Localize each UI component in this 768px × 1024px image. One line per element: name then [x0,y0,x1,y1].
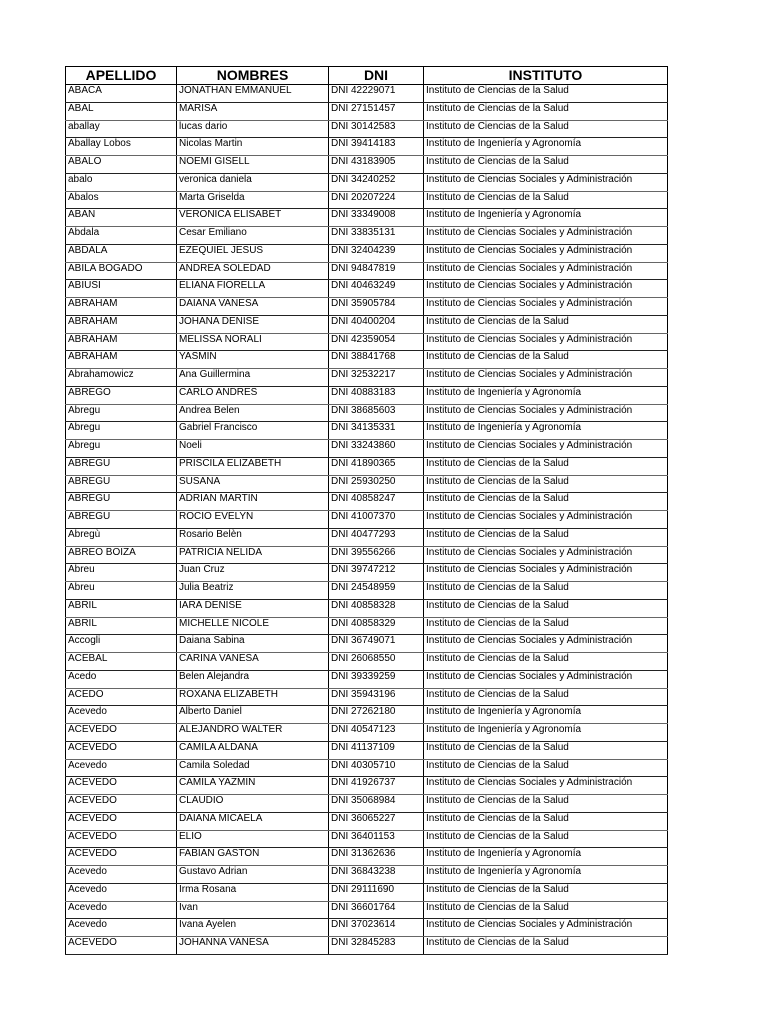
cell-apellido: ABREGU [66,475,177,493]
cell-nombres: Rosario Belèn [177,528,329,546]
cell-nombres: ANDREA SOLEDAD [177,262,329,280]
cell-apellido: ACEDO [66,688,177,706]
table-row [66,102,668,120]
cell-apellido: ABDALA [66,244,177,262]
cell-dni: DNI 40305710 [329,759,424,777]
cell-apellido: ACEVEDO [66,777,177,795]
cell-dni: DNI 40858247 [329,493,424,511]
cell-instituto: Instituto de Ciencias de la Salud [424,599,668,617]
cell-apellido: ACEBAL [66,653,177,671]
cell-nombres: Marta Griselda [177,191,329,209]
cell-dni: DNI 41007370 [329,511,424,529]
cell-dni: DNI 40547123 [329,724,424,742]
table-row [66,848,668,866]
header-apellido: APELLIDO [66,67,177,85]
table-row [66,404,668,422]
table-row [66,777,668,795]
table-row [66,191,668,209]
cell-apellido: ABAN [66,209,177,227]
cell-dni: DNI 35068984 [329,795,424,813]
cell-apellido: Abregu [66,440,177,458]
cell-dni: DNI 40477293 [329,528,424,546]
cell-apellido: ACEVEDO [66,830,177,848]
cell-apellido: Acevedo [66,706,177,724]
cell-instituto: Instituto de Ciencias de la Salud [424,937,668,955]
cell-dni: DNI 38685603 [329,404,424,422]
cell-nombres: PRISCILA ELIZABETH [177,457,329,475]
cell-apellido: ABREO BOIZA [66,546,177,564]
table-row [66,173,668,191]
table-row [66,830,668,848]
cell-apellido: ABILA BOGADO [66,262,177,280]
table-row [66,440,668,458]
cell-instituto: Instituto de Ingeniería y Agronomía [424,386,668,404]
cell-nombres: Irma Rosana [177,883,329,901]
table-row [66,901,668,919]
cell-nombres: Camila Soledad [177,759,329,777]
cell-instituto: Instituto de Ciencias Sociales y Administración [424,244,668,262]
cell-instituto: Instituto de Ciencias de la Salud [424,85,668,103]
cell-dni: DNI 42229071 [329,85,424,103]
table-row [66,457,668,475]
table-row [66,564,668,582]
cell-instituto: Instituto de Ciencias de la Salud [424,156,668,174]
cell-nombres: DAIANA VANESA [177,298,329,316]
table-row [66,351,668,369]
cell-dni: DNI 39556266 [329,546,424,564]
cell-instituto: Instituto de Ciencias Sociales y Administración [424,173,668,191]
cell-nombres: Nicolas Martin [177,138,329,156]
table-row [66,919,668,937]
cell-dni: DNI 39339259 [329,670,424,688]
cell-instituto: Instituto de Ciencias Sociales y Administración [424,404,668,422]
cell-nombres: MICHELLE NICOLE [177,617,329,635]
table-row [66,812,668,830]
table-row [66,298,668,316]
table-row [66,85,668,103]
cell-apellido: ABRAHAM [66,315,177,333]
cell-apellido: ABACA [66,85,177,103]
cell-nombres: JONATHAN EMMANUEL [177,85,329,103]
cell-apellido: ABREGU [66,457,177,475]
cell-nombres: JOHANNA VANESA [177,937,329,955]
table-row [66,511,668,529]
cell-dni: DNI 27151457 [329,102,424,120]
table-row [66,475,668,493]
cell-nombres: ROXANA ELIZABETH [177,688,329,706]
cell-instituto: Instituto de Ciencias Sociales y Administración [424,777,668,795]
cell-nombres: Gustavo Adrian [177,866,329,884]
cell-dni: DNI 40858328 [329,599,424,617]
table-row [66,546,668,564]
cell-apellido: ACEVEDO [66,724,177,742]
table-row [66,759,668,777]
cell-dni: DNI 35943196 [329,688,424,706]
student-table [65,66,668,955]
cell-instituto: Instituto de Ingeniería y Agronomía [424,706,668,724]
cell-instituto: Instituto de Ciencias de la Salud [424,901,668,919]
cell-instituto: Instituto de Ciencias de la Salud [424,830,668,848]
cell-dni: DNI 41926737 [329,777,424,795]
cell-instituto: Instituto de Ciencias de la Salud [424,759,668,777]
cell-dni: DNI 25930250 [329,475,424,493]
table-row [66,617,668,635]
cell-dni: DNI 36065227 [329,812,424,830]
cell-apellido: ACEVEDO [66,937,177,955]
cell-instituto: Instituto de Ciencias de la Salud [424,582,668,600]
cell-nombres: ELIO [177,830,329,848]
cell-dni: DNI 41890365 [329,457,424,475]
cell-apellido: ABRIL [66,599,177,617]
table-row [66,262,668,280]
cell-dni: DNI 39414183 [329,138,424,156]
cell-instituto: Instituto de Ciencias de la Salud [424,102,668,120]
table-row [66,156,668,174]
cell-dni: DNI 24548959 [329,582,424,600]
cell-instituto: Instituto de Ciencias Sociales y Administración [424,369,668,387]
table-row [66,138,668,156]
cell-dni: DNI 43183905 [329,156,424,174]
cell-dni: DNI 33835131 [329,227,424,245]
table-row [66,120,668,138]
cell-dni: DNI 26068550 [329,653,424,671]
cell-instituto: Instituto de Ciencias de la Salud [424,812,668,830]
cell-apellido: Acedo [66,670,177,688]
cell-instituto: Instituto de Ciencias de la Salud [424,528,668,546]
cell-nombres: MARISA [177,102,329,120]
cell-apellido: ABREGU [66,493,177,511]
cell-nombres: VERONICA ELISABET [177,209,329,227]
cell-nombres: ROCIO EVELYN [177,511,329,529]
cell-apellido: Abreu [66,564,177,582]
cell-dni: DNI 38841768 [329,351,424,369]
cell-dni: DNI 36749071 [329,635,424,653]
cell-nombres: EZEQUIEL JESUS [177,244,329,262]
cell-dni: DNI 20207224 [329,191,424,209]
cell-instituto: Instituto de Ciencias de la Salud [424,493,668,511]
table-row [66,866,668,884]
cell-instituto: Instituto de Ciencias de la Salud [424,883,668,901]
cell-instituto: Instituto de Ciencias de la Salud [424,120,668,138]
cell-apellido: Acevedo [66,883,177,901]
cell-instituto: Instituto de Ingeniería y Agronomía [424,866,668,884]
cell-apellido: Abdala [66,227,177,245]
cell-nombres: Ivan [177,901,329,919]
cell-apellido: ABRAHAM [66,298,177,316]
cell-dni: DNI 31362636 [329,848,424,866]
cell-dni: DNI 40400204 [329,315,424,333]
cell-apellido: Abregù [66,528,177,546]
cell-apellido: ACEVEDO [66,848,177,866]
cell-nombres: IARA DENISE [177,599,329,617]
cell-apellido: Abalos [66,191,177,209]
cell-nombres: ALEJANDRO WALTER [177,724,329,742]
cell-apellido: Accogli [66,635,177,653]
cell-nombres: PATRICIA NELIDA [177,546,329,564]
cell-dni: DNI 33349008 [329,209,424,227]
cell-apellido: ACEVEDO [66,741,177,759]
cell-dni: DNI 41137109 [329,741,424,759]
cell-nombres: MELISSA NORALI [177,333,329,351]
header-dni: DNI [329,67,424,85]
cell-nombres: CARLO ANDRES [177,386,329,404]
table-row [66,883,668,901]
table-row [66,227,668,245]
table-row [66,741,668,759]
table-row [66,244,668,262]
cell-nombres: Alberto Daniel [177,706,329,724]
cell-dni: DNI 40883183 [329,386,424,404]
cell-instituto: Instituto de Ciencias de la Salud [424,457,668,475]
cell-apellido: Acevedo [66,901,177,919]
cell-instituto: Instituto de Ciencias Sociales y Administración [424,919,668,937]
cell-instituto: Instituto de Ciencias de la Salud [424,795,668,813]
cell-nombres: Ivana Ayelen [177,919,329,937]
cell-apellido: Acevedo [66,759,177,777]
table-row [66,795,668,813]
cell-apellido: ABRAHAM [66,333,177,351]
cell-apellido: Acevedo [66,919,177,937]
cell-instituto: Instituto de Ciencias Sociales y Administración [424,262,668,280]
cell-nombres: veronica daniela [177,173,329,191]
cell-nombres: NOEMI GISELL [177,156,329,174]
cell-apellido: ABRAHAM [66,351,177,369]
cell-instituto: Instituto de Ciencias de la Salud [424,475,668,493]
header-instituto: INSTITUTO [424,67,668,85]
table-row [66,369,668,387]
cell-dni: DNI 42359054 [329,333,424,351]
cell-nombres: CARINA VANESA [177,653,329,671]
cell-dni: DNI 29111690 [329,883,424,901]
header-nombres: NOMBRES [177,67,329,85]
cell-apellido: ABREGU [66,511,177,529]
cell-nombres: SUSANA [177,475,329,493]
cell-apellido: ABALO [66,156,177,174]
table-row [66,528,668,546]
table-row [66,493,668,511]
cell-apellido: Aballay Lobos [66,138,177,156]
table-row [66,422,668,440]
table-row [66,582,668,600]
cell-nombres: Noeli [177,440,329,458]
header-row [66,67,668,85]
cell-nombres: Julia Beatriz [177,582,329,600]
cell-apellido: ABAL [66,102,177,120]
cell-instituto: Instituto de Ciencias de la Salud [424,351,668,369]
cell-instituto: Instituto de Ciencias Sociales y Administración [424,635,668,653]
cell-dni: DNI 30142583 [329,120,424,138]
cell-apellido: Acevedo [66,866,177,884]
cell-apellido: ACEVEDO [66,795,177,813]
cell-instituto: Instituto de Ciencias de la Salud [424,653,668,671]
cell-instituto: Instituto de Ingeniería y Agronomía [424,422,668,440]
table-row [66,599,668,617]
cell-nombres: Andrea Belen [177,404,329,422]
cell-dni: DNI 35905784 [329,298,424,316]
cell-nombres: Ana Guillermina [177,369,329,387]
cell-nombres: lucas dario [177,120,329,138]
cell-instituto: Instituto de Ciencias de la Salud [424,191,668,209]
cell-instituto: Instituto de Ingeniería y Agronomía [424,138,668,156]
cell-instituto: Instituto de Ingeniería y Agronomía [424,724,668,742]
cell-dni: DNI 27262180 [329,706,424,724]
table-row [66,688,668,706]
cell-nombres: CLAUDIO [177,795,329,813]
cell-instituto: Instituto de Ciencias Sociales y Administración [424,670,668,688]
cell-nombres: Belen Alejandra [177,670,329,688]
table-row [66,280,668,298]
cell-nombres: CAMILA ALDANA [177,741,329,759]
cell-apellido: aballay [66,120,177,138]
cell-instituto: Instituto de Ciencias Sociales y Administración [424,546,668,564]
cell-instituto: Instituto de Ciencias de la Salud [424,688,668,706]
table-row [66,333,668,351]
table-row [66,724,668,742]
cell-instituto: Instituto de Ciencias Sociales y Administración [424,280,668,298]
cell-instituto: Instituto de Ciencias Sociales y Administración [424,440,668,458]
cell-dni: DNI 94847819 [329,262,424,280]
cell-nombres: YASMIN [177,351,329,369]
cell-dni: DNI 32532217 [329,369,424,387]
table-row [66,670,668,688]
cell-instituto: Instituto de Ciencias de la Salud [424,617,668,635]
cell-instituto: Instituto de Ingeniería y Agronomía [424,848,668,866]
cell-dni: DNI 37023614 [329,919,424,937]
cell-instituto: Instituto de Ciencias Sociales y Administración [424,511,668,529]
cell-apellido: abalo [66,173,177,191]
cell-dni: DNI 32404239 [329,244,424,262]
cell-nombres: ELIANA FIORELLA [177,280,329,298]
table-row [66,653,668,671]
cell-nombres: Gabriel Francisco [177,422,329,440]
cell-nombres: FABIAN GASTON [177,848,329,866]
cell-nombres: CAMILA YAZMIN [177,777,329,795]
cell-nombres: Daiana Sabina [177,635,329,653]
cell-apellido: ABREGO [66,386,177,404]
cell-dni: DNI 33243860 [329,440,424,458]
table-row [66,706,668,724]
cell-dni: DNI 36601764 [329,901,424,919]
cell-apellido: Abregu [66,422,177,440]
cell-apellido: Abreu [66,582,177,600]
cell-instituto: Instituto de Ciencias Sociales y Administración [424,564,668,582]
table-row [66,635,668,653]
cell-dni: DNI 36843238 [329,866,424,884]
cell-nombres: Cesar Emiliano [177,227,329,245]
cell-instituto: Instituto de Ciencias Sociales y Administración [424,227,668,245]
cell-dni: DNI 39747212 [329,564,424,582]
cell-dni: DNI 40858329 [329,617,424,635]
cell-nombres: JOHANA DENISE [177,315,329,333]
cell-instituto: Instituto de Ciencias de la Salud [424,741,668,759]
cell-dni: DNI 32845283 [329,937,424,955]
cell-dni: DNI 34240252 [329,173,424,191]
cell-instituto: Instituto de Ciencias Sociales y Administración [424,298,668,316]
table-row [66,209,668,227]
cell-apellido: ABIUSI [66,280,177,298]
cell-instituto: Instituto de Ciencias de la Salud [424,315,668,333]
cell-dni: DNI 40463249 [329,280,424,298]
cell-dni: DNI 34135331 [329,422,424,440]
cell-dni: DNI 36401153 [329,830,424,848]
cell-apellido: ABRIL [66,617,177,635]
cell-nombres: Juan Cruz [177,564,329,582]
cell-nombres: ADRIAN MARTIN [177,493,329,511]
cell-apellido: Abrahamowicz [66,369,177,387]
cell-instituto: Instituto de Ingeniería y Agronomía [424,209,668,227]
table-row [66,386,668,404]
table-row [66,315,668,333]
cell-apellido: Abregu [66,404,177,422]
table-row [66,937,668,955]
cell-apellido: ACEVEDO [66,812,177,830]
cell-instituto: Instituto de Ciencias Sociales y Administración [424,333,668,351]
cell-nombres: DAIANA MICAELA [177,812,329,830]
